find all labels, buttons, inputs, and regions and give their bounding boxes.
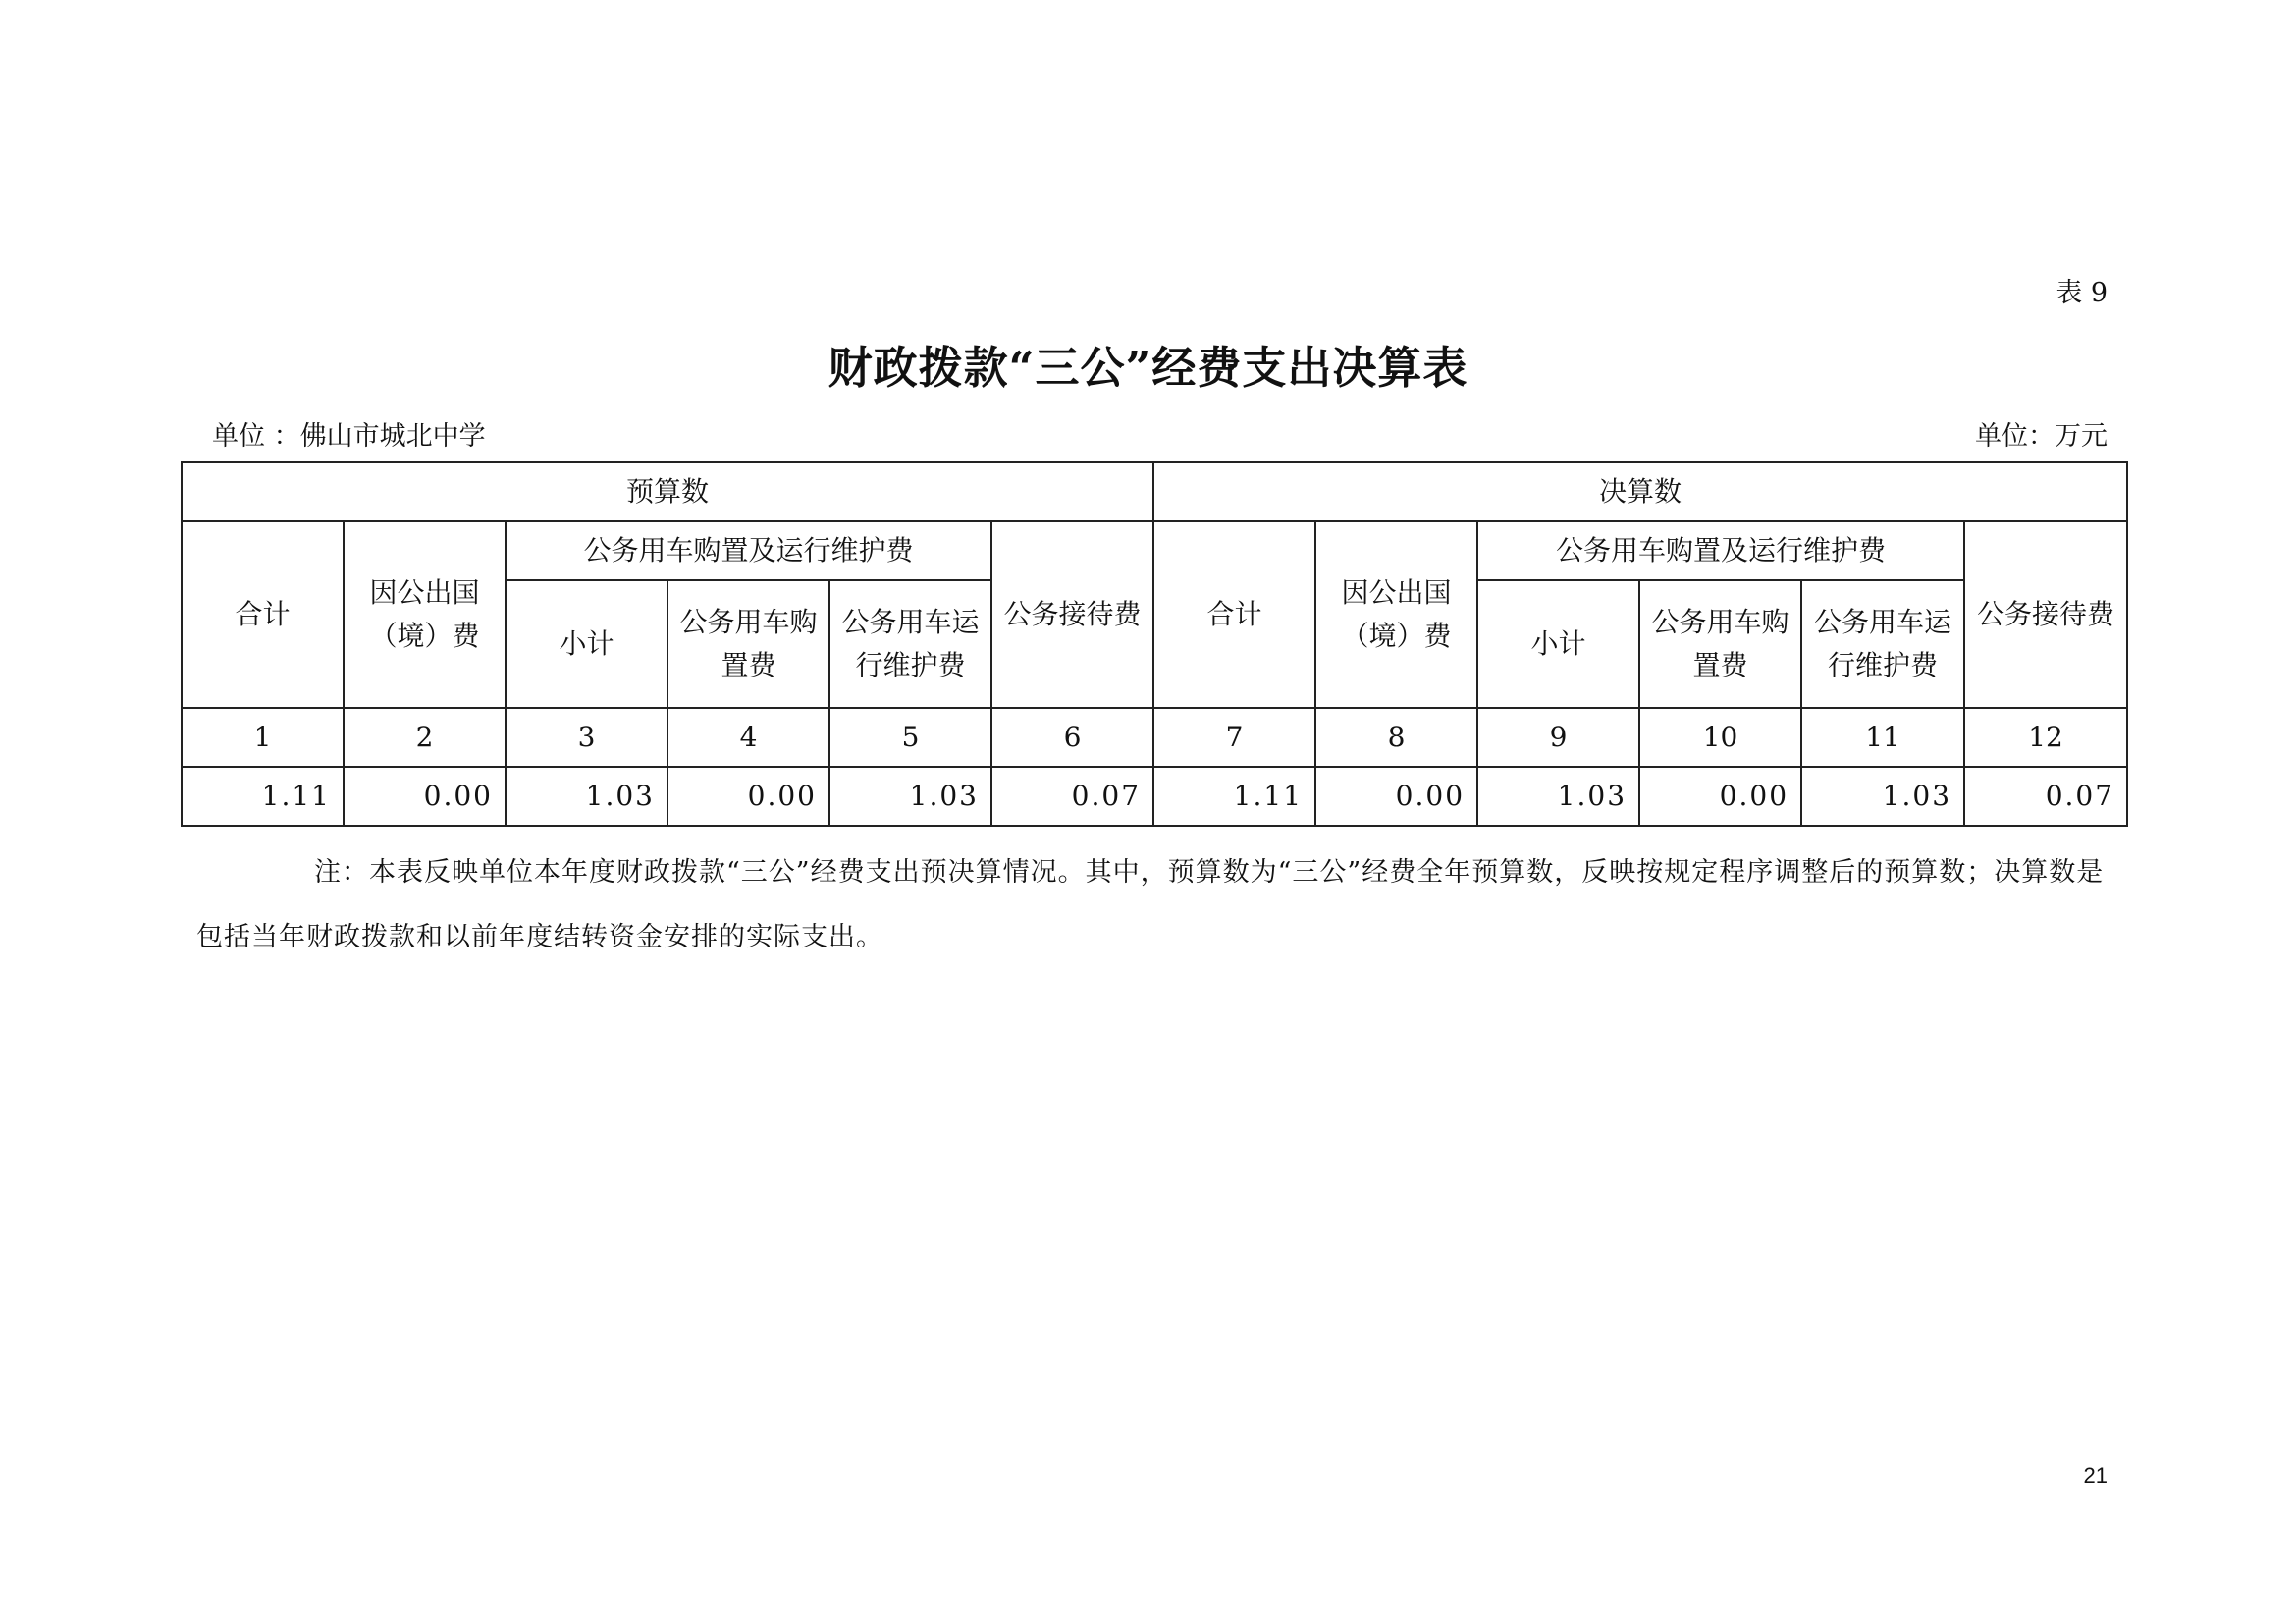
unit-organization: 单位 ：佛山市城北中学: [212, 421, 486, 452]
budget-total-value: 1.11: [182, 767, 344, 826]
final-operation-value: 1.03: [1801, 767, 1964, 826]
final-total-value: 1.11: [1153, 767, 1315, 826]
index-cell: 5: [829, 708, 991, 767]
table-subheader-row: [182, 521, 2127, 580]
table-index-row: [182, 708, 2127, 767]
budget-subtotal-value: 1.03: [506, 767, 667, 826]
final-group-header: 决算数: [1153, 462, 2127, 521]
table-note: 注：本表反映单位本年度财政拨款“三公”经费支出预决算情况。其中，预算数为“三公”经费全年预算数，反映按规定程序调整后的预算数；决算数是包括当年财政拨款和以前年度结转资金安排的实际支出。: [196, 857, 2105, 952]
index-cell: 2: [344, 708, 506, 767]
final-reception-header: 公务接待费: [1964, 521, 2127, 708]
budget-purchase-value: 0.00: [667, 767, 829, 826]
unit-currency: 单位：万元: [1975, 421, 2108, 452]
budget-subtotal-header: 小计: [506, 580, 667, 708]
index-cell: 6: [991, 708, 1153, 767]
index-cell: 3: [506, 708, 667, 767]
index-cell: 4: [667, 708, 829, 767]
index-cell: 8: [1315, 708, 1477, 767]
index-cell: 9: [1477, 708, 1639, 767]
index-cell: 12: [1964, 708, 2127, 767]
final-operation-header: 公务用车运行维护费: [1801, 580, 1964, 708]
page-number: 21: [2083, 1463, 2108, 1488]
final-vehicle-group-header: 公务用车购置及运行维护费: [1477, 521, 1964, 580]
final-total-header: 合计: [1153, 521, 1315, 708]
budget-total-header: 合计: [182, 521, 344, 708]
budget-reception-value: 0.07: [991, 767, 1153, 826]
budget-operation-value: 1.03: [829, 767, 991, 826]
index-cell: 7: [1153, 708, 1315, 767]
final-subtotal-value: 1.03: [1477, 767, 1639, 826]
budget-abroad-header: 因公出国（境）费: [344, 521, 506, 708]
page-title: 财政拨款“三公”经费支出决算表: [828, 342, 1468, 394]
budget-purchase-header: 公务用车购置费: [667, 580, 829, 708]
final-purchase-value: 0.00: [1639, 767, 1801, 826]
budget-group-header: 预算数: [182, 462, 1153, 521]
index-cell: 10: [1639, 708, 1801, 767]
table-label: 表 9: [2056, 278, 2108, 308]
budget-operation-header: 公务用车运行维护费: [829, 580, 991, 708]
three-expenses-table: [181, 461, 2128, 827]
final-abroad-value: 0.00: [1315, 767, 1477, 826]
index-cell: 11: [1801, 708, 1964, 767]
budget-reception-header: 公务接待费: [991, 521, 1153, 708]
budget-vehicle-group-header: 公务用车购置及运行维护费: [506, 521, 991, 580]
final-subtotal-header: 小计: [1477, 580, 1639, 708]
table-group-header-row: [182, 462, 2127, 521]
table-row: [182, 767, 2127, 826]
final-purchase-header: 公务用车购置费: [1639, 580, 1801, 708]
final-abroad-header: 因公出国（境）费: [1315, 521, 1477, 708]
final-reception-value: 0.07: [1964, 767, 2127, 826]
budget-abroad-value: 0.00: [344, 767, 506, 826]
index-cell: 1: [182, 708, 344, 767]
